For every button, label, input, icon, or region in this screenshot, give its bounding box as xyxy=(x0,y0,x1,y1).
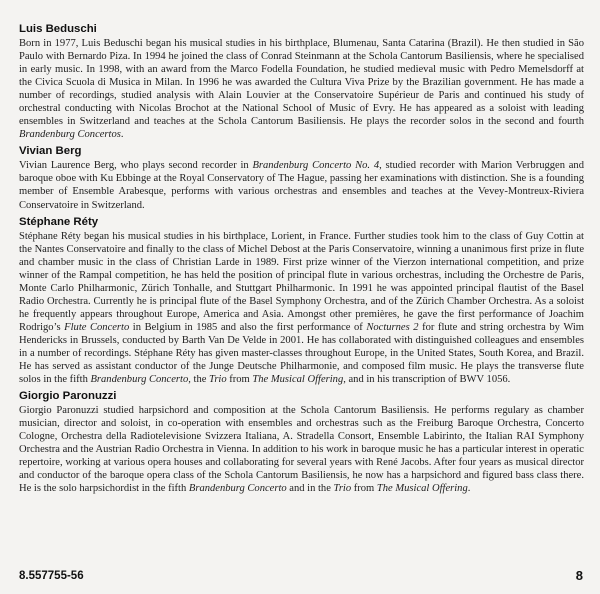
bio-text-run: , studied recorder with Marion Verbruggen and baroque oboe with Ku Ebbinge at the Royal Conservatory of The Hague, passing her examinations with distinction. She is a founding member of Ensemble Arabesque, performs with various orchestras and ensembles and teaches at the Vevey-Montreux-Riviera Conservatoire in Switzerland. xyxy=(19,160,584,211)
work-title: Brandenburg Concerto xyxy=(90,374,189,386)
work-title: Trio xyxy=(209,374,227,386)
bio-text-run: . xyxy=(467,483,471,495)
bio-text xyxy=(19,159,584,211)
bio-name: Stéphane Réty xyxy=(19,215,99,228)
bio-text xyxy=(19,230,584,387)
bio-text xyxy=(19,37,584,141)
bio-section xyxy=(19,215,584,387)
page-number: 8 xyxy=(575,568,583,583)
booklet-page xyxy=(19,22,584,498)
work-title: Brandenburg Concerto xyxy=(188,483,287,495)
work-title: Flute Concerto xyxy=(64,321,130,333)
bios-container xyxy=(19,22,584,495)
bio-text-run: from xyxy=(226,374,253,386)
bio-name: Luis Beduschi xyxy=(19,23,97,35)
work-title: Brandenburg Concertos xyxy=(19,129,121,141)
bio-text-run: Stéphane Réty began his musical studies in his birthplace, Lorient, in France. Further studies took him to the class of Guy Cottin at the Nantes Conservatoire and finally to the class of Michel Debost at the Paris Conservatoire, winning a unanimous first prize in flute and chamber music in the class of Christian Larde in 1989. First prize winner of the Vierzon international competition, and prize winner of the Rampal competition, he has held the position of principal flute in various orchestras, including the Orchestre de Paris, Monte Carlo Philharmonic, Zürich Tonhalle, and Stuttgart Philharmonic. In 1991 he was appointed principal flautist of the Basel Radio Orchestra. Currently he is principal flute of the Basel Symphony Orchestra, and of the Zürich Chamber Orchestra. As a soloist he frequently appears throughout Europe, America and Asia. Amongst other premières, he gave the first performance of Joachim Rodrigo’s xyxy=(19,230,584,333)
work-title: The Musical Offering xyxy=(376,483,468,495)
work-title: The Musical Offering xyxy=(252,374,344,386)
bio-text-run: , the xyxy=(188,374,210,386)
bio-text-run: . xyxy=(120,129,124,141)
bio-name: Giorgio Paronuzzi xyxy=(19,390,117,403)
bio-text-run: Vivian Laurence Berg, who plays second recorder in xyxy=(19,160,253,172)
bio-text-run: for flute and string orchestra by Wim Hendericks in Brussels, conducted by Barth Van De Velde in 2001. He has collaborated with distinguished colleagues and ensembles in a number of recordings. Stéphane Réty has given master-classes throughout Europe, in the United States, South Korea, and Brazil. He has served as assistant conductor of the Junge Deutsche Philharmonie, and composed film music. He plays the transverse flute solos in the fifth xyxy=(19,321,584,386)
bio-name: Vivian Berg xyxy=(19,145,82,158)
bio-text-run: from xyxy=(351,483,377,495)
bio-text-run: in Belgium in 1985 and also the first performance of xyxy=(129,321,367,333)
work-title: Brandenburg Concerto No. 4 xyxy=(252,160,380,172)
bio-section xyxy=(19,22,584,141)
bio-text xyxy=(19,404,584,495)
catalogue-number: 8.557755-56 xyxy=(19,570,84,582)
bio-text-run: Giorgio Paronuzzi studied harpsichord and composition at the Schola Cantorum Basiliensis. He performs regulary as chamber musician, director and soloist, in co-operation with ensembles and orchestras such as the Freiburg Baroque Orchestra, Concerto Cologne, Orchestra della Radiotelevisione Svizzera Italiana, A. Stradella Consort, Ensemble Labirinto, the Italian RAI Symphony Orchestra and the Austrian Radio Orchestra in Vienna. In addition to his work in baroque music he has a particular interest in operatic repertoire, working at various opera houses and collaborating for several years with René Jacobs. After four years as musical director and conductor of the baroque opera class of the Schola Cantorum Basiliensis, he now has a harpsichord and figured bass class there. He is the solo harpsichordist in the fifth xyxy=(19,405,584,495)
bio-text-run: , and in his transcription of BWV 1056. xyxy=(343,374,511,386)
bio-text-run: and in the xyxy=(286,483,334,495)
bio-text-run: Born in 1977, Luis Beduschi began his musical studies in his birthplace, Blumenau, Santa Catarina (Brazil). He then studied in São Paulo with Bernardo Piza. In 1994 he joined the class of Conrad Steinmann at the Schola Cantorum Basiliensis, where he specialised in early music. In 1998, with an award from the Marco Fodella Foundation, he studied medieval music with Pedro Memelsdorff at the Civica Scuola di Musica in Milan. In 1996 he was awarded the Cultura Viva Prize by the Brazilian government. He has made a number of recordings, studied analysis with Alain Louvier at the Conservatoire Supérieur de Paris and continued his study of orchestral conducting with Nicolas Brochot at the National School of Music of Evry. He has appeared as a soloist with leading ensembles in Switzerland and teaches at the Schola Cantorum Basiliensis. He plays the recorder solos in the second and fourth xyxy=(19,38,584,128)
bio-section xyxy=(19,389,584,495)
work-title: Nocturnes 2 xyxy=(366,321,419,333)
work-title: Trio xyxy=(333,483,352,495)
bio-section xyxy=(19,144,584,211)
